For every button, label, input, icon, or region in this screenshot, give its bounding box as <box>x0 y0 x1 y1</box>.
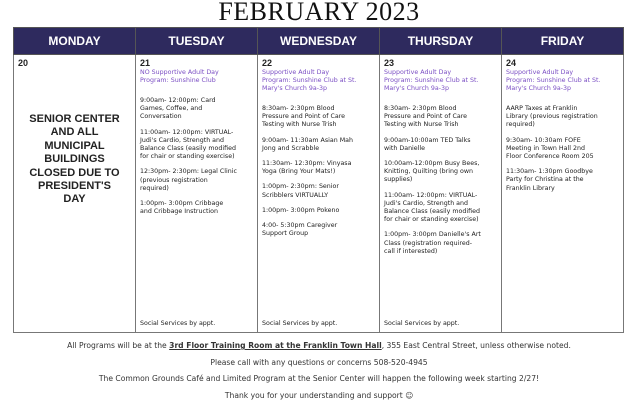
event-line: 9:00am-10:00am TED Talks <box>384 136 471 144</box>
closure-line: SENIOR CENTER <box>29 113 120 125</box>
note-line: Program: Sunshine Club <box>140 77 216 84</box>
event-line: Testing with Nurse Trish <box>384 121 459 129</box>
day-number: 22 <box>262 58 273 68</box>
event-line: 1:00pm- 3:00pm Danielle's Art <box>384 231 481 239</box>
event-entry <box>384 192 498 225</box>
note-line: Mary's Church 9a-3p <box>506 85 572 92</box>
event-line: 9:30am- 10:30am FOFE <box>506 136 581 144</box>
event-line: Library (previous registration <box>506 113 598 121</box>
event-line: 10:00am-12:00pm Busy Bees, <box>384 160 480 168</box>
footer-notes <box>0 338 638 404</box>
event-entry <box>384 160 498 185</box>
event-line: Judi's Cardio, Strength and <box>140 136 225 144</box>
note-line: Program: Sunshine Club at St. <box>506 77 601 84</box>
event-entry <box>140 97 254 122</box>
event-line: Yoga (Bring Your Mats!) <box>262 168 336 176</box>
event-line: with Danielle <box>384 144 426 152</box>
page-title: FEBRUARY 2023 <box>218 0 420 26</box>
event-line: 8:30am- 2:30pm Blood <box>384 105 457 112</box>
day-number: 24 <box>506 58 517 68</box>
day-number: 21 <box>140 58 151 68</box>
event-line: 1:00pm- 3:00pm Cribbage <box>140 200 224 208</box>
event-entry <box>384 137 498 153</box>
event-entry <box>262 207 376 215</box>
note-line: Program: Sunshine Club at St. <box>384 77 479 84</box>
note-line: Mary's Church 9a-3p <box>384 85 450 92</box>
event-line: for chair or standing exercise) <box>384 216 479 224</box>
weekday-header-row <box>14 28 624 55</box>
note-line: Supportive Adult Day <box>262 69 330 76</box>
event-line: Judi's Cardio, Strength and <box>384 199 469 207</box>
event-entry <box>262 137 376 153</box>
note-line: Supportive Adult Day <box>384 69 452 76</box>
event-line: Knitting, Quilting (bring own <box>384 168 473 176</box>
event-line: Party for Christina at the <box>506 176 584 184</box>
day-number: 23 <box>384 58 395 68</box>
event-line: supplies) <box>384 176 413 184</box>
event-line: Floor Conference Room 205 <box>506 153 594 161</box>
event-line: (previous registration <box>140 176 208 184</box>
week-row <box>14 55 624 333</box>
calendar-table <box>13 27 624 333</box>
event-entry <box>262 105 376 130</box>
day-cell-thursday <box>380 55 502 333</box>
day-cell-friday <box>502 55 624 333</box>
event-entry <box>506 105 620 130</box>
sunshine-club-note <box>384 69 498 93</box>
header-thursday: THURSDAY <box>380 28 502 55</box>
event-entry <box>384 105 498 130</box>
social-services-note: Social Services by appt. <box>140 320 216 327</box>
social-services-note: Social Services by appt. <box>384 320 460 327</box>
event-line: and Cribbage Instruction <box>140 208 219 216</box>
event-line: 11:30am- 1:30pm Goodbye <box>506 168 593 176</box>
closure-line: MUNICIPAL <box>44 139 105 152</box>
note-text: All Programs will be at the <box>67 341 170 350</box>
event-line: Franklin Library <box>506 184 555 192</box>
event-line: 1:00pm- 3:00pm Pokeno <box>262 206 340 214</box>
event-line: 9:00am- 11:30am Asian Mah <box>262 136 354 144</box>
event-line: 1:00pm- 2:30pm: Senior <box>262 183 339 191</box>
event-line: required) <box>140 184 169 192</box>
event-entry <box>140 168 254 193</box>
event-line: call if interested) <box>384 247 438 255</box>
sunshine-club-note <box>506 69 620 93</box>
day-number: 20 <box>18 58 29 68</box>
event-line: AARP Taxes at Franklin <box>506 105 578 112</box>
event-line: Meeting in Town Hall 2nd <box>506 144 585 152</box>
event-line: 8:30am- 2:30pm Blood <box>262 105 335 112</box>
closure-line: PRESIDENT'S <box>38 180 111 193</box>
closure-line: AND ALL <box>50 126 99 139</box>
sunshine-club-note <box>262 69 376 93</box>
event-line: Testing with Nurse Trish <box>262 121 337 129</box>
note-line: Supportive Adult Day <box>506 69 574 76</box>
event-line: 11:00am- 12:00pm: VIRTUAL- <box>140 128 234 136</box>
event-line: Class (registration required- <box>384 239 473 247</box>
header-friday: FRIDAY <box>502 28 624 55</box>
closure-notice <box>14 113 135 207</box>
event-line: Conversation <box>140 113 182 121</box>
event-line: 11:00am- 12:00pm: VIRTUAL- <box>384 191 478 199</box>
event-entry <box>506 137 620 162</box>
event-line: 4:00- 5:30pm Caregiver <box>262 222 338 230</box>
event-line: 12:30pm- 2:30pm: Legal Clinic <box>140 168 237 176</box>
note-line: Mary's Church 9a-3p <box>262 85 328 92</box>
header-tuesday: TUESDAY <box>136 28 258 55</box>
event-line: required) <box>506 121 535 129</box>
closure-line: CLOSED DUE TO <box>29 166 120 179</box>
event-entry <box>384 231 498 256</box>
event-entry <box>262 222 376 238</box>
closure-line: DAY <box>63 193 86 206</box>
day-cell-monday <box>14 55 136 333</box>
event-line: Pressure and Point of Care <box>384 113 468 121</box>
event-entry <box>140 200 254 216</box>
location-name: 3rd Floor Training Room at the Franklin Town Hall <box>169 341 382 350</box>
note-line: Program: Sunshine Club at St. <box>262 77 357 84</box>
day-cell-tuesday <box>136 55 258 333</box>
note-text: , 355 East Central Street, unless otherwise noted. <box>381 341 571 350</box>
event-entry <box>262 160 376 176</box>
event-entry <box>506 168 620 193</box>
event-entry <box>262 183 376 199</box>
social-services-note: Social Services by appt. <box>262 320 338 327</box>
closure-line: BUILDINGS <box>44 153 105 166</box>
event-line: 9:00am- 12:00pm: Card <box>140 97 216 104</box>
contact-note: Please call with any questions or concerns 508-520-4945 <box>210 357 428 367</box>
event-entry <box>140 129 254 162</box>
header-monday: MONDAY <box>14 28 136 55</box>
event-line: 11:30am- 12:30pm: Vinyasa <box>262 160 352 168</box>
thanks-note: Thank you for your understanding and support ☺ <box>224 390 414 400</box>
event-line: Pressure and Point of Care <box>262 113 346 121</box>
note-line: NO Supportive Adult Day <box>140 69 219 76</box>
day-cell-wednesday <box>258 55 380 333</box>
sunshine-club-note <box>140 69 254 85</box>
event-line: Jong and Scrabble <box>262 144 320 152</box>
cafe-note: The Common Grounds Café and Limited Program at the Senior Center will happen the following week starting 2/27! <box>98 374 540 383</box>
header-wednesday: WEDNESDAY <box>258 28 380 55</box>
event-line: Games, Coffee, and <box>140 105 203 113</box>
location-note <box>0 338 638 355</box>
event-line: for chair or standing exercise) <box>140 153 235 161</box>
event-line: Scribblers VIRTUALLY <box>262 191 329 199</box>
event-line: Support Group <box>262 230 309 238</box>
event-line: Balance Class (easily modified <box>384 208 480 216</box>
event-line: Balance Class (easily modified <box>140 145 236 153</box>
